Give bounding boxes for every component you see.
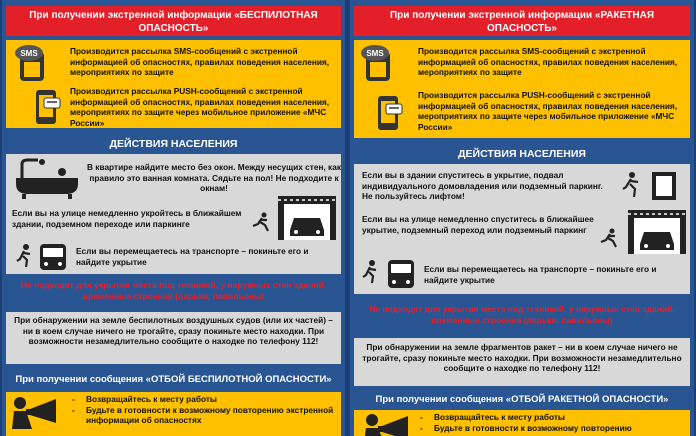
sms-badge-text: SMS <box>366 49 384 58</box>
action-transport: Если вы перемещаетесь на транспорте – покиньте его и найдите укрытие <box>76 246 309 267</box>
cancel-title: При получении сообщения «ОТБОЙ РАКЕТНОЙ ОПАСНОСТИ» <box>354 392 690 408</box>
found-text: При обнаружении на земле фрагментов ракет – ни в коем случае ничего не трогайте, сразу покиньте место находки. При возможности незамедлительно сообщите о находке по телефону 112! <box>362 342 682 374</box>
header-drone: При получении экстренной информации «БЕСПИЛОТНАЯ ОПАСНОСТЬ» <box>6 6 341 36</box>
sms-badge-text: SMS <box>20 49 38 58</box>
push-text: Производится рассылка PUSH-сообщений с экстренной информацией об опасностях, правилах поведения населения, мероприятиях по защите через мобильное приложение «МЧС России» <box>70 86 330 128</box>
cancel-title: При получении сообщения «ОТБОЙ БЕСПИЛОТНОЙ ОПАСНОСТИ» <box>6 370 341 390</box>
push-phone-icon <box>376 94 404 132</box>
bus-exit-icon <box>16 242 74 272</box>
warning-text: Не подходят для укрытия места под техникой, у наружных стен зданий, временные строения (ларьки, павильоны) <box>20 280 327 301</box>
running-person-icon <box>598 228 620 248</box>
sms-phone-icon <box>14 44 50 82</box>
cancel-item-1: Возвращайтесь к месту работы <box>86 394 217 404</box>
bus-exit-icon <box>362 258 422 290</box>
action-building: Если вы в здании спуститесь в укрытие, подвал индивидуального домовладения или подземный паркинг. Не пользуйтесь лифтом! <box>362 170 603 202</box>
right-panel-missile <box>350 0 694 436</box>
push-phone-icon <box>34 88 62 126</box>
cancel-box <box>6 392 341 436</box>
notification-box <box>6 40 341 128</box>
sms-text: Производится рассылка SMS-сообщений с экстренной информацией об опасностях, правилах поведения населения, мероприятиях по защите <box>70 46 330 78</box>
sms-phone-icon <box>360 44 396 82</box>
warning-text: Не подходят для укрытия места под техникой, у наружных стен зданий, временные строения (ларьки, павильоны) <box>369 304 675 325</box>
parking-shelter-icon <box>626 208 688 256</box>
found-box <box>6 312 341 364</box>
cancel-item-1: Возвращайтесь к месту работы <box>434 412 565 422</box>
cancel-items: - Возвращайтесь к месту работы - Будьте в готовности к возможному повторению <box>420 412 632 433</box>
cancel-item-2: Будьте в готовности к возможному повторению <box>434 422 632 433</box>
cancel-items: - Возвращайтесь к месту работы - Будьте в готовности к возможному повторению экстренной информации об опасностях <box>72 394 334 426</box>
parking-shelter-icon <box>276 194 338 242</box>
found-text: При обнаружении на земле беспилотных воздушных судов (или их частей) – ни в коем случае ничего не трогайте, сразу покиньте место находки. При возможности незамедлительно сообщите о находке по телефону 112! <box>14 315 333 347</box>
actions-box <box>6 154 341 274</box>
shelter-door-icon <box>622 170 686 202</box>
bathtub-icon <box>12 158 82 200</box>
left-panel-drone <box>2 0 345 436</box>
action-apartment: В квартире найдите место без окон. Между несущих стен, как правило это ванная комната. Сядьте на пол! Не подходите к окнам! <box>87 162 341 194</box>
notification-box <box>354 40 690 138</box>
push-text: Производится рассылка PUSH-сообщений с экстренной информацией об опасностях, правилах поведения населения, мероприятиях по защите через мобильное приложение «МЧС России» <box>418 90 678 132</box>
megaphone-icon <box>10 395 64 429</box>
action-street: Если вы на улице немедленно спуститесь в ближайшее укрытие, подземный переход или подземный паркинг <box>362 214 594 235</box>
cancel-box <box>354 410 690 436</box>
cancel-item-2: Будьте в готовности к возможному повторению экстренной информации об опасностях <box>86 404 334 426</box>
actions-box <box>354 164 690 294</box>
sms-text: Производится рассылка SMS-сообщений с экстренной информацией об опасностях, правилах поведения населения, мероприятиях по защите <box>418 46 678 78</box>
action-transport: Если вы перемещаетесь на транспорте – покиньте его и найдите укрытие <box>424 264 657 285</box>
running-person-icon <box>250 212 272 232</box>
actions-title: ДЕЙСТВИЯ НАСЕЛЕНИЯ <box>109 138 238 150</box>
actions-title: ДЕЙСТВИЯ НАСЕЛЕНИЯ <box>458 148 586 160</box>
megaphone-icon <box>362 412 416 436</box>
found-box <box>354 338 690 386</box>
header-missile: При получении экстренной информации «РАКЕТНАЯ ОПАСНОСТЬ» <box>354 6 690 36</box>
action-street: Если вы на улице немедленно укройтесь в ближайшем здании, подземном переходе или паркинге <box>12 208 242 229</box>
